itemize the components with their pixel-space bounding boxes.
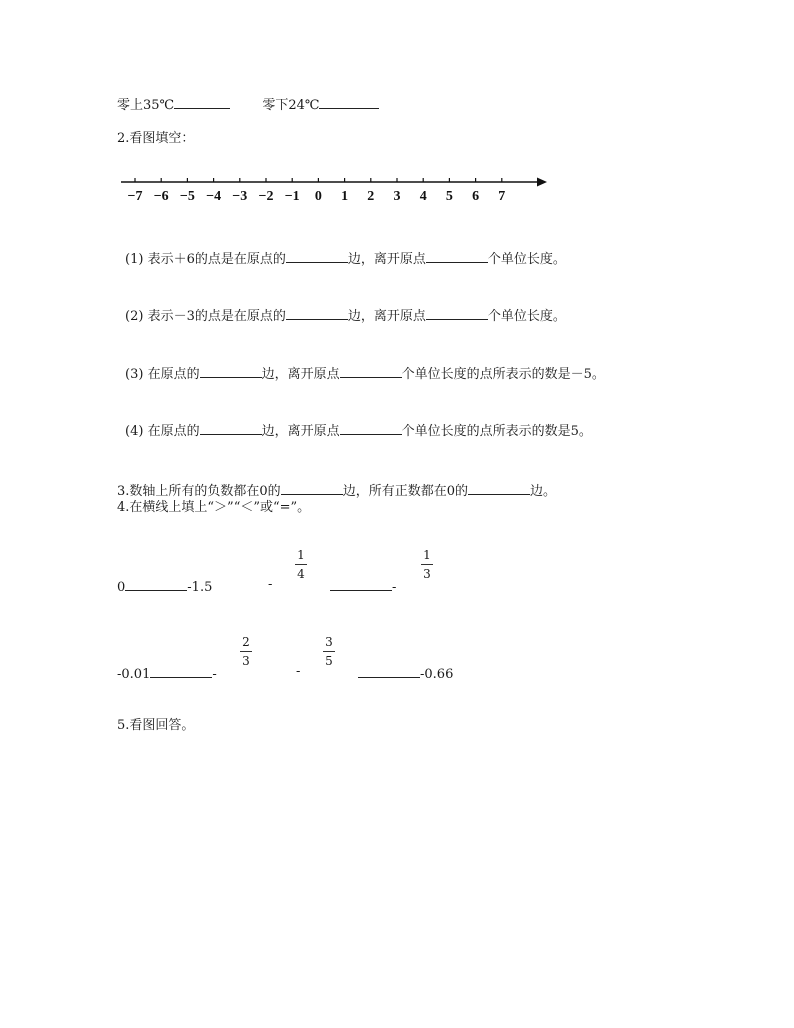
q4-row1-frac-1-3 — [419, 548, 435, 581]
q2-item-3-text-c: 个单位长度的点所表示的数是－5。 — [401, 367, 605, 382]
q3-text-b: 边，所有正数都在0的 — [342, 484, 468, 499]
q4-row1-b-blank[interactable] — [330, 577, 392, 591]
q4-row2-b-minus: - — [296, 664, 301, 679]
q2-item-4 — [125, 421, 592, 440]
q1-row — [117, 95, 379, 114]
q4-row1-b-minus: - — [268, 577, 273, 592]
number-line-tick-label: 6 — [472, 189, 480, 204]
number-line-tick-label: 2 — [367, 189, 375, 204]
q2-title: 2.看图填空： — [117, 131, 195, 146]
q4-row2-frac-2-3 — [238, 635, 254, 668]
q2-item-1-num: (1) — [125, 252, 144, 267]
q2-item-1-text-a: 表示＋6的点是在原点的 — [147, 252, 286, 267]
q5-title: 5.看图回答。 — [117, 718, 195, 733]
q4-row1-a-left: 0 — [117, 580, 126, 595]
q2-item-4-text-c: 个单位长度的点所表示的数是5。 — [401, 424, 592, 439]
number-line-labels — [128, 189, 506, 204]
q3-text-a: 3.数轴上所有的负数都在0的 — [117, 484, 281, 499]
number-line-tick-label: 4 — [419, 189, 427, 204]
number-line-tick-label: −6 — [153, 189, 169, 204]
q2-item-2-blank-b[interactable] — [426, 306, 488, 320]
number-line-tick-label: −1 — [284, 189, 300, 204]
q1-below-label: 零下24℃ — [262, 98, 320, 113]
q2-item-2-num: (2) — [125, 309, 144, 324]
q4-row2-a-minus: - — [212, 667, 217, 682]
q4-row1-b — [330, 577, 396, 596]
frac-denominator: 3 — [423, 567, 431, 581]
q4-row2-frac-3-5 — [321, 635, 337, 668]
number-line — [115, 170, 555, 210]
frac-bar — [240, 651, 252, 652]
number-line-tick-label: 1 — [341, 189, 349, 204]
q4-row2-a-blank[interactable] — [150, 664, 212, 678]
q4-row1-frac-1-4 — [293, 548, 309, 581]
q4-title: 4.在横线上填上“＞”“＜”或“=”。 — [117, 500, 311, 515]
frac-bar — [323, 651, 335, 652]
q2-item-3 — [125, 364, 605, 383]
q2-item-1-blank-b[interactable] — [426, 249, 488, 263]
q3-blank-b[interactable] — [468, 481, 530, 495]
q2-item-3-blank-a[interactable] — [200, 364, 262, 378]
q2-item-4-blank-b[interactable] — [340, 421, 402, 435]
frac-denominator: 4 — [297, 567, 305, 581]
q2-item-4-text-a: 在原点的 — [147, 424, 200, 439]
q2-item-3-text-a: 在原点的 — [147, 367, 200, 382]
q3-row — [117, 481, 556, 500]
q4-row1-b-minus2: - — [392, 580, 397, 595]
number-line-tick-label: −3 — [232, 189, 248, 204]
q2-item-2-blank-a[interactable] — [286, 306, 348, 320]
frac-numerator: 2 — [242, 635, 250, 649]
frac-bar — [421, 564, 433, 565]
q2-item-1-blank-a[interactable] — [286, 249, 348, 263]
q2-item-1-text-c: 个单位长度。 — [487, 252, 566, 267]
frac-numerator: 1 — [423, 548, 431, 562]
frac-bar — [295, 564, 307, 565]
q1-above-label: 零上35℃ — [117, 98, 175, 113]
number-line-tick-label: 0 — [314, 189, 322, 204]
q2-item-2-text-c: 个单位长度。 — [487, 309, 566, 324]
q2-item-3-text-b: 边，离开原点 — [261, 367, 340, 382]
q1-above-blank[interactable] — [174, 95, 230, 109]
q2-item-1 — [125, 249, 566, 268]
q4-row2-b-right: -0.66 — [420, 667, 454, 682]
frac-numerator: 3 — [325, 635, 333, 649]
number-line-tick-label: −7 — [127, 189, 143, 204]
q4-row1-a-blank[interactable] — [125, 577, 187, 591]
q2-item-4-num: (4) — [125, 424, 144, 439]
number-line-tick-label: −2 — [258, 189, 274, 204]
q4-row2-b-blank[interactable] — [358, 664, 420, 678]
q2-item-2 — [125, 306, 566, 325]
number-line-arrow — [537, 178, 547, 187]
q4-row2-b — [358, 664, 453, 683]
q4-row1-a-right: -1.5 — [187, 580, 213, 595]
q3-text-c: 边。 — [529, 484, 556, 499]
number-line-tick-label: 5 — [445, 189, 453, 204]
number-line-tick-label: 7 — [498, 189, 506, 204]
q4-row2-a — [117, 664, 217, 683]
q2-item-3-blank-b[interactable] — [340, 364, 402, 378]
q2-item-1-text-b: 边，离开原点 — [347, 252, 426, 267]
number-line-tick-label: −4 — [206, 189, 222, 204]
q3-blank-a[interactable] — [281, 481, 343, 495]
q2-item-2-text-b: 边，离开原点 — [347, 309, 426, 324]
q1-below-blank[interactable] — [319, 95, 379, 109]
q4-row1-a — [117, 577, 212, 596]
number-line-tick-label: 3 — [393, 189, 401, 204]
frac-numerator: 1 — [297, 548, 305, 562]
number-line-tick-label: −5 — [179, 189, 195, 204]
q2-item-2-text-a: 表示－3的点是在原点的 — [147, 309, 286, 324]
q2-item-3-num: (3) — [125, 367, 144, 382]
frac-denominator: 5 — [325, 654, 333, 668]
q2-item-4-blank-a[interactable] — [200, 421, 262, 435]
q4-row2-a-left: -0.01 — [117, 667, 151, 682]
q2-item-4-text-b: 边，离开原点 — [261, 424, 340, 439]
frac-denominator: 3 — [242, 654, 250, 668]
